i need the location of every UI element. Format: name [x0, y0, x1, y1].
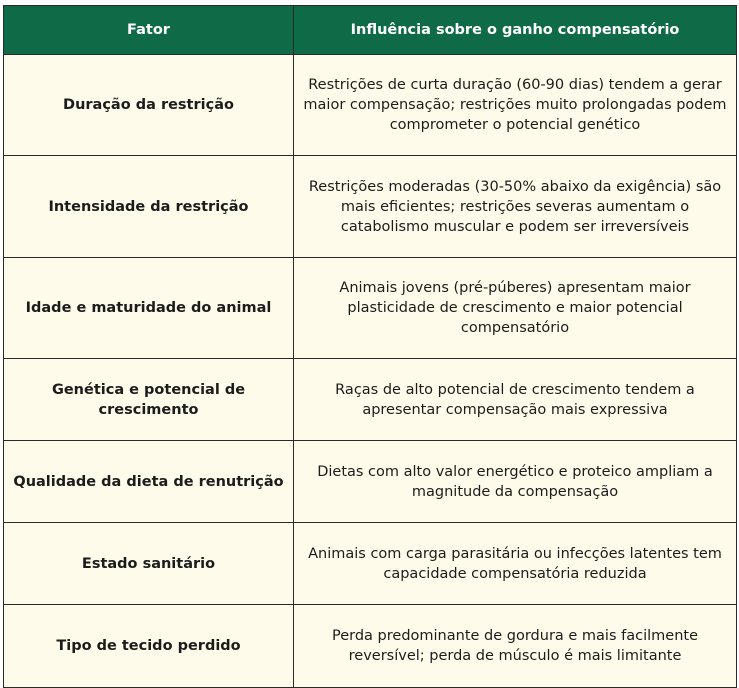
- table-row: [4, 156, 737, 258]
- table-header-row: [4, 6, 737, 55]
- influence-cell: Dietas com alto valor energético e proteico ampliam a magnitude da compensação: [294, 441, 737, 523]
- factor-cell: Genética e potencial de crescimento: [4, 359, 294, 441]
- header-influence: Influência sobre o ganho compensatório: [294, 6, 737, 55]
- table-row: [4, 441, 737, 523]
- table-row: [4, 605, 737, 688]
- influence-cell: Animais jovens (pré-púberes) apresentam maior plasticidade de crescimento e maior potencial compensatório: [294, 258, 737, 359]
- table-container: [3, 5, 737, 688]
- table-row: [4, 258, 737, 359]
- factor-cell: Idade e maturidade do animal: [4, 258, 294, 359]
- factor-cell: Qualidade da dieta de renutrição: [4, 441, 294, 523]
- table-row: [4, 359, 737, 441]
- factor-cell: Intensidade da restrição: [4, 156, 294, 258]
- influence-cell: Restrições de curta duração (60-90 dias) tendem a gerar maior compensação; restrições muito prolongadas podem comprometer o potencial genético: [294, 55, 737, 156]
- factor-cell: Estado sanitário: [4, 523, 294, 605]
- table-row: [4, 523, 737, 605]
- influence-cell: Animais com carga parasitária ou infecções latentes tem capacidade compensatória reduzida: [294, 523, 737, 605]
- header-factor: Fator: [4, 6, 294, 55]
- factor-cell: Duração da restrição: [4, 55, 294, 156]
- factors-table: [3, 5, 737, 688]
- influence-cell: Restrições moderadas (30-50% abaixo da exigência) são mais eficientes; restrições severas aumentam o catabolismo muscular e podem ser irreversíveis: [294, 156, 737, 258]
- table-row: [4, 55, 737, 156]
- influence-cell: Perda predominante de gordura e mais facilmente reversível; perda de músculo é mais limitante: [294, 605, 737, 688]
- influence-cell: Raças de alto potencial de crescimento tendem a apresentar compensação mais expressiva: [294, 359, 737, 441]
- factor-cell: Tipo de tecido perdido: [4, 605, 294, 688]
